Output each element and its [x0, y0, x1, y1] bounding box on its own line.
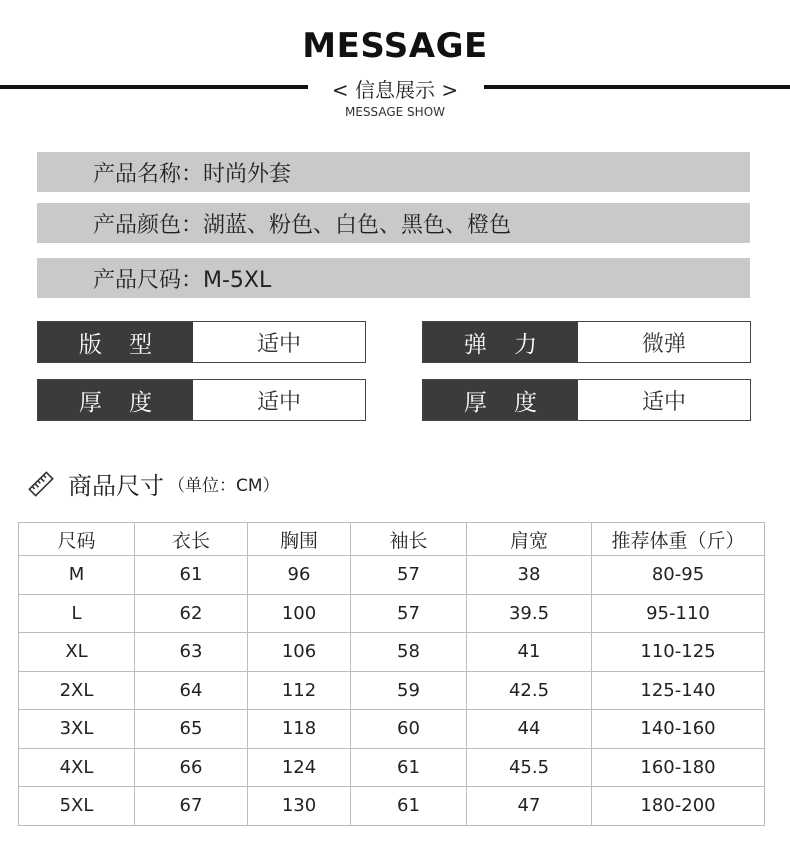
- page-title: MESSAGE: [302, 26, 488, 66]
- table-cell: 110-125: [592, 633, 765, 672]
- table-cell: 125-140: [592, 671, 765, 710]
- table-cell: 96: [248, 556, 351, 595]
- table-row: [19, 671, 765, 710]
- attribute-value: 适中: [578, 380, 750, 420]
- attribute-thickness: [37, 379, 366, 421]
- table-cell: 118: [248, 710, 351, 749]
- table-cell: 57: [351, 556, 467, 595]
- table-row: [19, 787, 765, 826]
- table-cell: 62: [135, 594, 248, 633]
- column-header: 尺码: [19, 523, 135, 556]
- table-cell: 66: [135, 748, 248, 787]
- section-subtitle: < 信息展示 >: [331, 78, 459, 102]
- table-cell: M: [19, 556, 135, 595]
- table-cell: 61: [351, 787, 467, 826]
- table-cell: 67: [135, 787, 248, 826]
- size-section-unit: （单位：CM）: [168, 476, 280, 496]
- info-row-colors: [37, 203, 750, 243]
- column-header: 胸围: [248, 523, 351, 556]
- column-header: 衣长: [135, 523, 248, 556]
- attribute-label: 弹 力: [423, 322, 578, 362]
- table-cell: 130: [248, 787, 351, 826]
- table-cell: 59: [351, 671, 467, 710]
- table-cell: 47: [467, 787, 592, 826]
- table-cell: 4XL: [19, 748, 135, 787]
- table-cell: 60: [351, 710, 467, 749]
- table-cell: 106: [248, 633, 351, 672]
- attribute-thickness-2: [422, 379, 751, 421]
- info-row-sizes: [37, 258, 750, 298]
- table-cell: 42.5: [467, 671, 592, 710]
- table-cell: 3XL: [19, 710, 135, 749]
- column-header: 肩宽: [467, 523, 592, 556]
- table-row: [19, 556, 765, 595]
- table-cell: 100: [248, 594, 351, 633]
- size-section-title: 商品尺寸: [68, 472, 164, 500]
- column-header: 推荐体重（斤）: [592, 523, 765, 556]
- attribute-value: 适中: [193, 322, 365, 362]
- attribute-label: 厚 度: [423, 380, 578, 420]
- table-cell: 39.5: [467, 594, 592, 633]
- attribute-value: 适中: [193, 380, 365, 420]
- table-cell: 61: [351, 748, 467, 787]
- table-cell: 63: [135, 633, 248, 672]
- table-cell: 57: [351, 594, 467, 633]
- table-cell: 5XL: [19, 787, 135, 826]
- info-text: 产品颜色：湖蓝、粉色、白色、黑色、橙色: [93, 212, 512, 238]
- info-text: 产品名称：时尚外套: [93, 161, 292, 187]
- table-cell: 140-160: [592, 710, 765, 749]
- attribute-value: 微弹: [578, 322, 750, 362]
- table-cell: 124: [248, 748, 351, 787]
- table-row: [19, 748, 765, 787]
- table-cell: 95-110: [592, 594, 765, 633]
- attribute-label: 版 型: [38, 322, 193, 362]
- table-cell: XL: [19, 633, 135, 672]
- attribute-fit: [37, 321, 366, 363]
- table-cell: 160-180: [592, 748, 765, 787]
- table-cell: 64: [135, 671, 248, 710]
- info-text: 产品尺码：M-5XL: [93, 267, 272, 293]
- ruler-icon: [28, 471, 54, 497]
- attribute-elasticity: [422, 321, 751, 363]
- info-row-name: [37, 152, 750, 192]
- table-header-row: [19, 523, 765, 556]
- attribute-label: 厚 度: [38, 380, 193, 420]
- table-cell: L: [19, 594, 135, 633]
- table-cell: 38: [467, 556, 592, 595]
- table-cell: 65: [135, 710, 248, 749]
- table-cell: 58: [351, 633, 467, 672]
- table-cell: 45.5: [467, 748, 592, 787]
- table-cell: 80-95: [592, 556, 765, 595]
- column-header: 袖长: [351, 523, 467, 556]
- table-row: [19, 594, 765, 633]
- section-subsubtitle: MESSAGE SHOW: [344, 105, 446, 119]
- table-cell: 44: [467, 710, 592, 749]
- table-cell: 41: [467, 633, 592, 672]
- table-row: [19, 710, 765, 749]
- size-table: [18, 522, 765, 826]
- table-cell: 2XL: [19, 671, 135, 710]
- table-cell: 61: [135, 556, 248, 595]
- size-section-header: [28, 466, 280, 501]
- table-cell: 180-200: [592, 787, 765, 826]
- table-row: [19, 633, 765, 672]
- table-cell: 112: [248, 671, 351, 710]
